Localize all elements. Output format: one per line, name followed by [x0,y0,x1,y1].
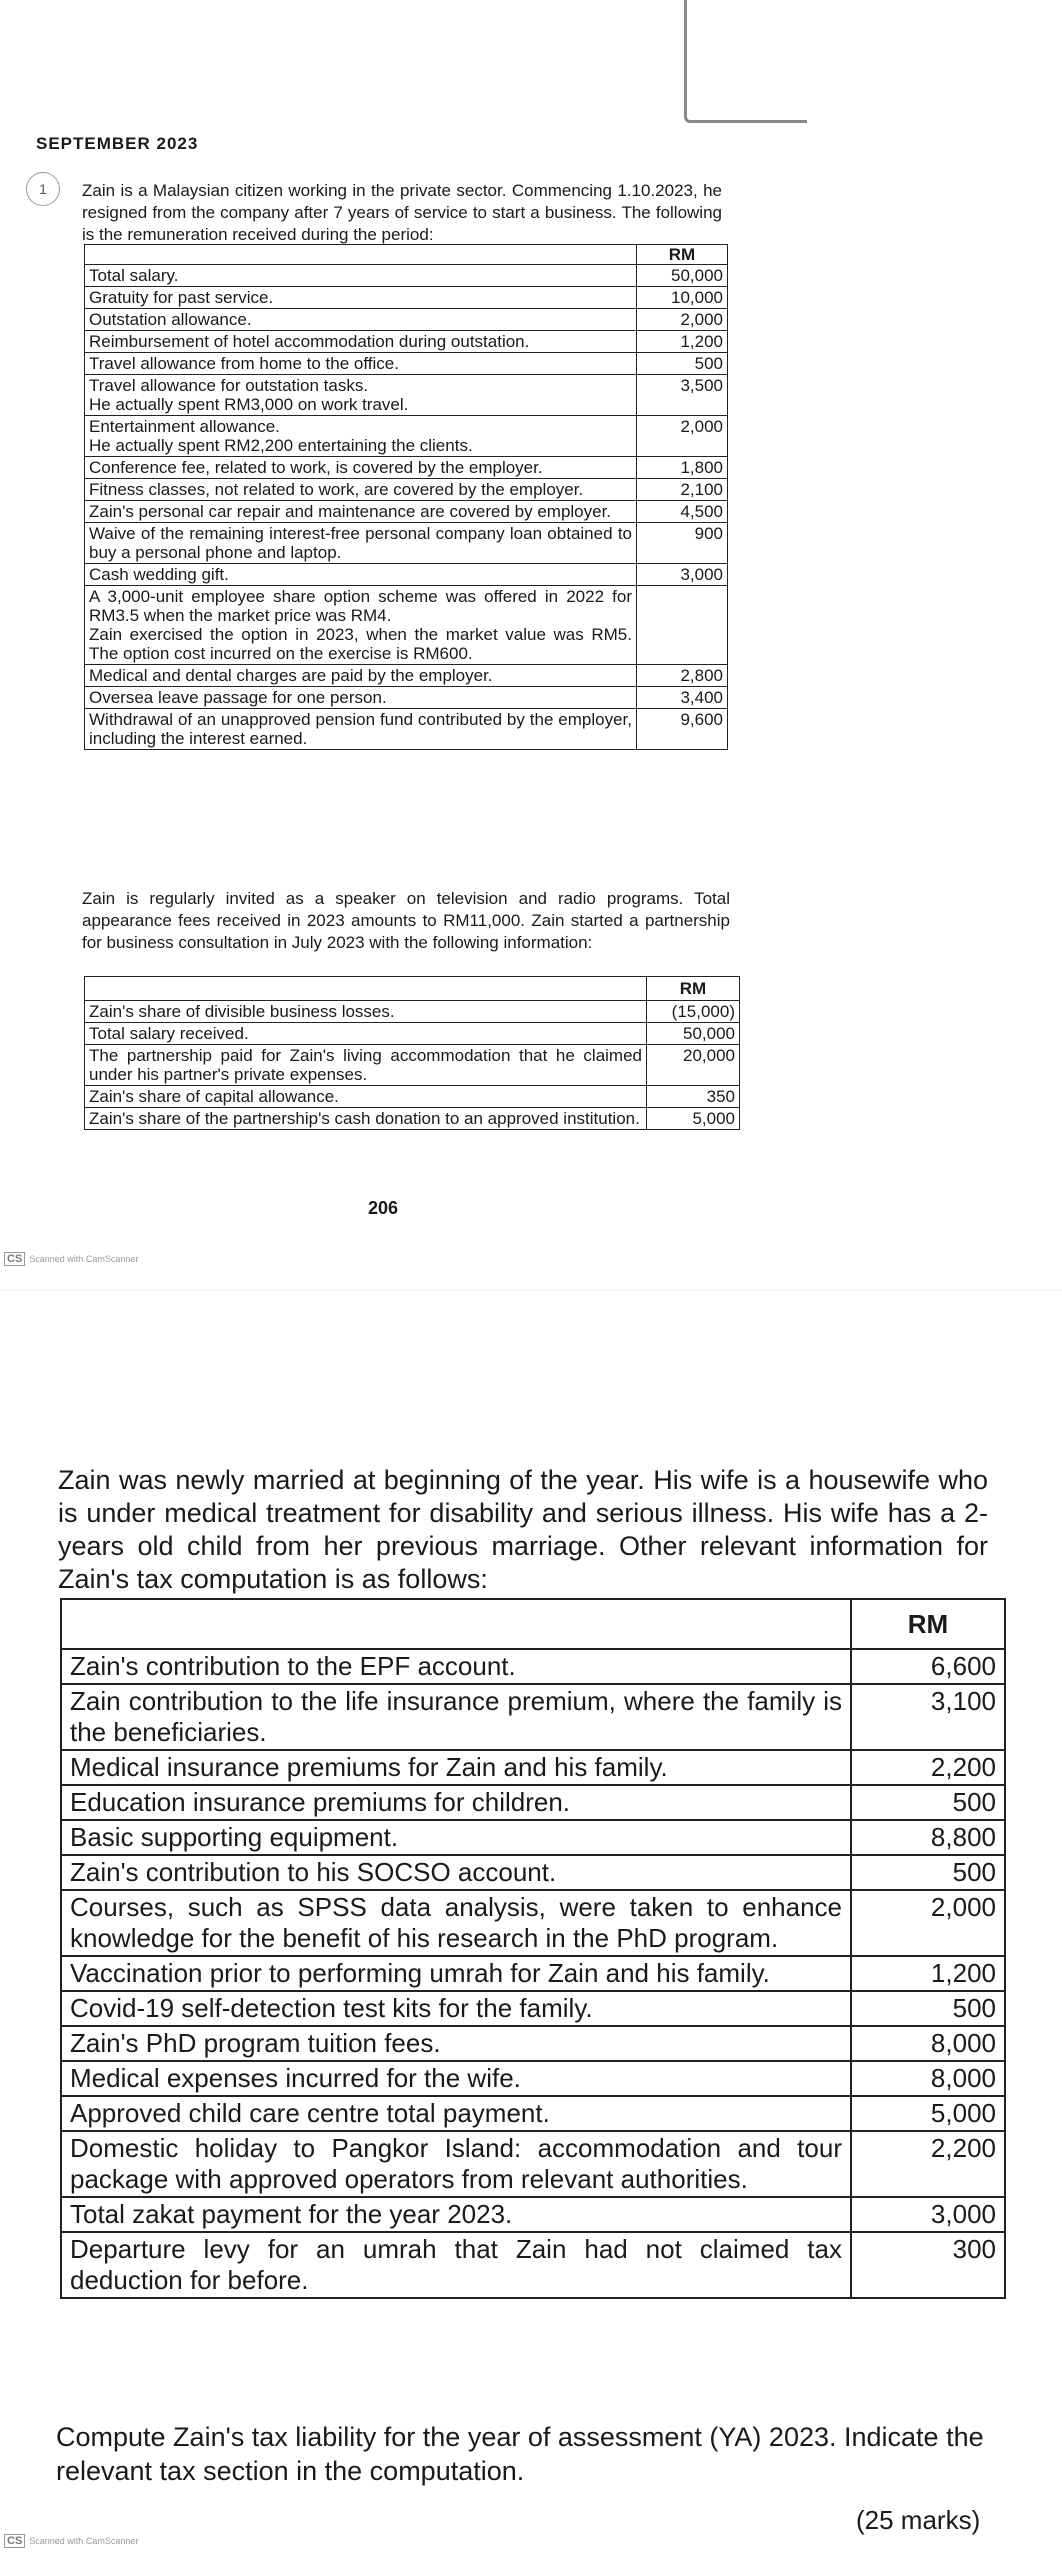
row-amount: 3,400 [637,687,728,709]
table-row [61,1649,1005,1684]
tax-relief-table [60,1598,1006,2299]
table-row [61,1820,1005,1855]
table-row [85,457,728,479]
page2-intro-paragraph: Zain was newly married at beginning of the year. His wife is a housewife who is under medical treatment for disability and serious illness. His wife has a 2-years old child from her previous marriage. Other relevant information for Zain's tax computation is as follows: [58,1465,988,1594]
table-row [61,2026,1005,2061]
table-row [85,287,728,309]
row-amount: 20,000 [647,1045,740,1086]
table-row [85,309,728,331]
row-amount: 3,000 [851,2197,1005,2232]
row-description: Domestic holiday to Pangkor Island: accommodation and tour package with approved operators from relevant authorities. [61,2131,851,2197]
table-row [61,1750,1005,1785]
row-description: Medical insurance premiums for Zain and his family. [61,1750,851,1785]
row-amount: 1,200 [851,1956,1005,1991]
row-description: Zain's share of divisible business losses. [85,1001,647,1023]
row-description: Zain's personal car repair and maintenance are covered by employer. [85,501,637,523]
row-description: Reimbursement of hotel accommodation during outstation. [85,331,637,353]
table-row [61,2131,1005,2197]
table-header-row [61,1599,1005,1649]
row-description: Fitness classes, not related to work, are covered by the employer. [85,479,637,501]
table-header-row [85,977,740,1001]
row-description: Zain's PhD program tuition fees. [61,2026,851,2061]
section-title: SEPTEMBER 2023 [36,134,199,153]
row-amount: 900 [637,523,728,564]
row-description: Medical and dental charges are paid by the employer. [85,665,637,687]
row-description: Outstation allowance. [85,309,637,331]
table-row [85,1086,740,1108]
table-row [85,353,728,375]
row-amount: 1,800 [637,457,728,479]
table-row [61,1890,1005,1956]
row-amount: 8,800 [851,1820,1005,1855]
row-amount: 2,200 [851,2131,1005,2197]
row-amount: 2,800 [637,665,728,687]
row-amount: 500 [851,1991,1005,2026]
row-amount: 8,000 [851,2061,1005,2096]
row-amount: 5,000 [851,2096,1005,2131]
row-description: Zain's share of capital allowance. [85,1086,647,1108]
row-amount: 500 [637,353,728,375]
compute-question: Compute Zain's tax liability for the year of assessment (YA) 2023. Indicate the relevant tax section in the computation. [56,2422,984,2486]
column-header-rm: RM [851,1599,1005,1649]
row-amount: 50,000 [647,1023,740,1045]
table-row [61,1956,1005,1991]
row-description: Travel allowance from home to the office. [85,353,637,375]
row-description: Zain's contribution to his SOCSO account. [61,1855,851,1890]
row-amount: 300 [851,2232,1005,2298]
row-description: Courses, such as SPSS data analysis, were taken to enhance knowledge for the benefit of his research in the PhD program. [61,1890,851,1956]
table-row [61,2096,1005,2131]
table-row [85,665,728,687]
row-amount: 2,000 [851,1890,1005,1956]
table-row [85,265,728,287]
row-amount: 3,100 [851,1684,1005,1750]
table-row [61,2197,1005,2232]
row-amount: 6,600 [851,1649,1005,1684]
camscanner-logo-icon: CS [4,2534,25,2548]
row-description: Medical expenses incurred for the wife. [61,2061,851,2096]
row-description: Waive of the remaining interest-free personal company loan obtained to buy a personal phone and laptop. [85,523,637,564]
row-description: Zain contribution to the life insurance premium, where the family is the beneficiaries. [61,1684,851,1750]
row-description: Oversea leave passage for one person. [85,687,637,709]
row-description: Total salary received. [85,1023,647,1045]
row-description: Education insurance premiums for children. [61,1785,851,1820]
row-description: Cash wedding gift. [85,564,637,586]
row-amount: 8,000 [851,2026,1005,2061]
table-row [85,479,728,501]
table-row [61,2061,1005,2096]
row-description: A 3,000-unit employee share option scheme was offered in 2022 for RM3.5 when the market price was RM4. Zain exercised the option in 2023, when the market value was RM5. The option cost incurred on the exercise is RM600. [85,586,637,665]
row-amount: 4,500 [637,501,728,523]
table-row [85,1001,740,1023]
camscanner-logo-icon: CS [4,1252,25,1266]
page-number: 206 [368,1198,399,1218]
partnership-paragraph: Zain is regularly invited as a speaker on television and radio programs. Total appearance fees received in 2023 amounts to RM11,000. Zain started a partnership for business consultation in July 2023 with the following information: [82,889,730,952]
table-row [85,586,728,665]
row-description: Zain's contribution to the EPF account. [61,1649,851,1684]
table-row [61,1684,1005,1750]
scanner-stamp-page2 [4,2534,138,2548]
row-amount: 350 [647,1086,740,1108]
scanner-stamp-text: Scanned with CamScanner [29,1254,139,1264]
row-amount: 10,000 [637,287,728,309]
table-row [85,1108,740,1130]
table-row [61,1991,1005,2026]
partnership-table [84,976,740,1130]
column-header-rm: RM [637,245,728,265]
table-row [61,2232,1005,2298]
table-row [61,1855,1005,1890]
table-row [85,687,728,709]
row-amount: (15,000) [647,1001,740,1023]
remuneration-table [84,244,728,750]
row-description: Entertainment allowance. He actually spent RM2,200 entertaining the clients. [85,416,637,457]
row-amount: 2,200 [851,1750,1005,1785]
row-description: Zain's share of the partnership's cash donation to an approved institution. [85,1108,647,1130]
question-number-circle: 1 [26,172,60,206]
row-description: Total salary. [85,265,637,287]
row-description: The partnership paid for Zain's living accommodation that he claimed under his partner's private expenses. [85,1045,647,1086]
row-amount: 2,100 [637,479,728,501]
row-description: Total zakat payment for the year 2023. [61,2197,851,2232]
row-description: Gratuity for past service. [85,287,637,309]
row-description: Withdrawal of an unapproved pension fund contributed by the employer, including the interest earned. [85,709,637,750]
table-row [85,416,728,457]
column-header-rm: RM [647,977,740,1001]
scanner-stamp [4,1252,138,1266]
row-description: Travel allowance for outstation tasks. He actually spent RM3,000 on work travel. [85,375,637,416]
row-amount: 9,600 [637,709,728,750]
row-amount: 2,000 [637,309,728,331]
table-row [85,501,728,523]
row-description: Conference fee, related to work, is covered by the employer. [85,457,637,479]
row-amount: 2,000 [637,416,728,457]
table-row [85,375,728,416]
table-row [85,564,728,586]
row-description: Basic supporting equipment. [61,1820,851,1855]
page-separator [0,1290,1062,1291]
row-description: Approved child care centre total payment. [61,2096,851,2131]
table-row [61,1785,1005,1820]
table-row [85,1045,740,1086]
row-amount [637,586,728,665]
row-amount: 3,500 [637,375,728,416]
intro-paragraph: Zain is a Malaysian citizen working in the private sector. Commencing 1.10.2023, he resigned from the company after 7 years of service to start a business. The following is the remuneration received during the period: [82,181,722,244]
row-amount: 500 [851,1855,1005,1890]
row-amount: 5,000 [647,1108,740,1130]
scanner-stamp-text: Scanned with CamScanner [29,2536,139,2546]
row-amount: 500 [851,1785,1005,1820]
row-description: Vaccination prior to performing umrah for Zain and his family. [61,1956,851,1991]
row-amount: 3,000 [637,564,728,586]
table-row [85,1023,740,1045]
row-amount: 50,000 [637,265,728,287]
table-row [85,523,728,564]
table-row [85,709,728,750]
row-description: Departure levy for an umrah that Zain had not claimed tax deduction for before. [61,2232,851,2298]
corner-fold-mark [684,0,807,123]
table-header-row [85,245,728,265]
row-description: Covid-19 self-detection test kits for the family. [61,1991,851,2026]
row-amount: 1,200 [637,331,728,353]
marks-label: (25 marks) [856,2505,981,2535]
table-row [85,331,728,353]
